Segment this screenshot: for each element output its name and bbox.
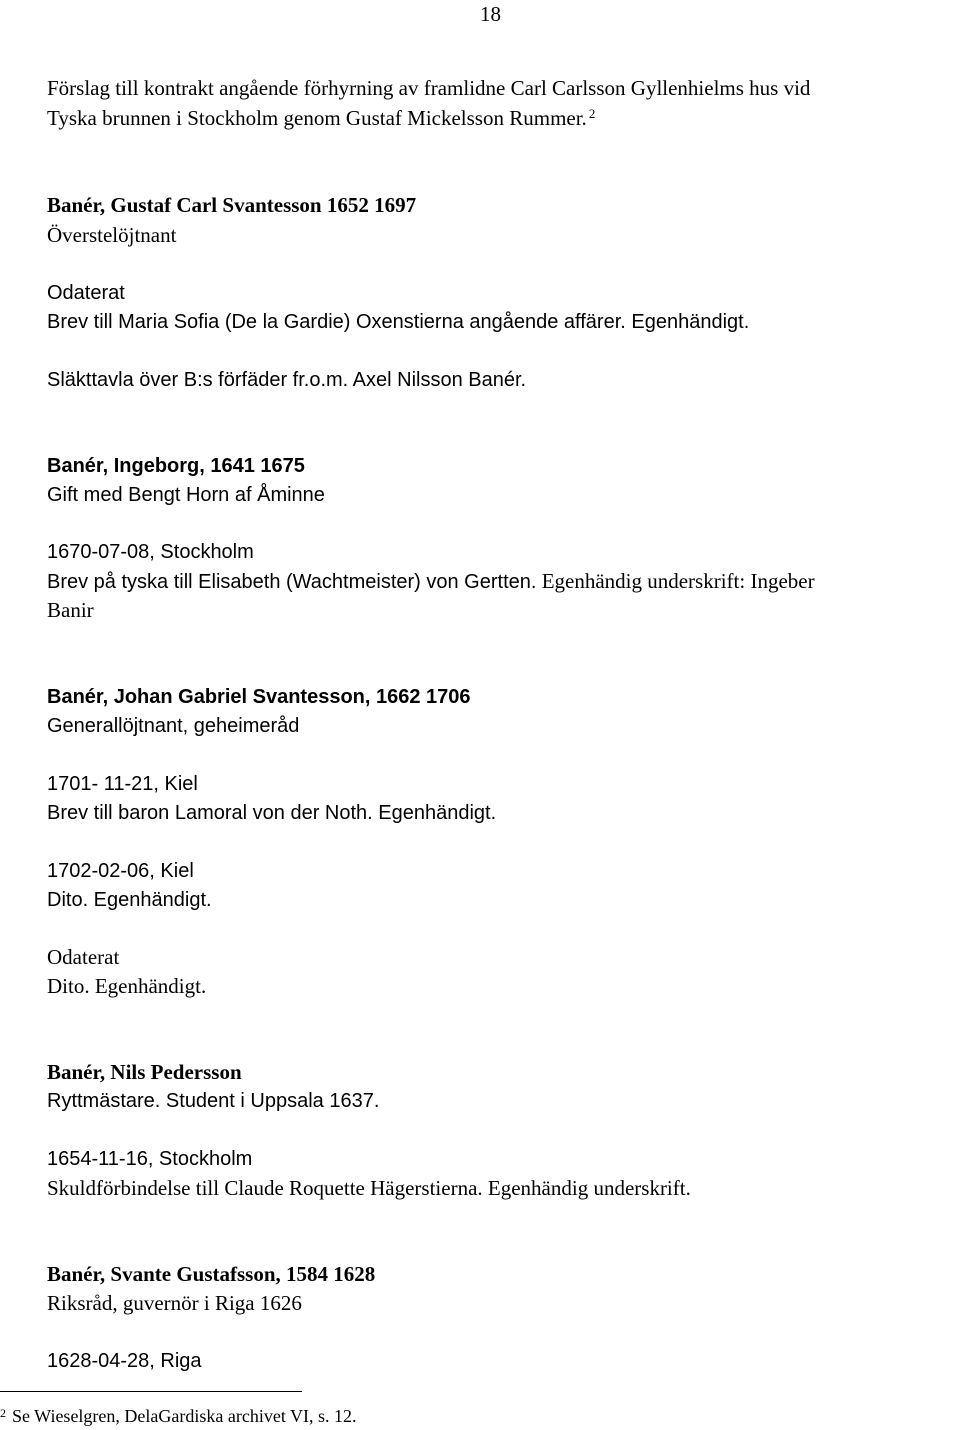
text-line: Ryttmästare. Student i Uppsala 1637. xyxy=(47,1090,380,1112)
footnote-separator xyxy=(0,1391,302,1392)
text-line: Brev till Maria Sofia (De la Gardie) Oxenstierna angående affärer. Egenhändigt. xyxy=(47,311,750,333)
text-line: Banir xyxy=(47,598,94,622)
entry-heading: Banér, Johan Gabriel Svantesson, 1662 1706 xyxy=(47,686,471,708)
text-line: Överstelöjtnant xyxy=(47,223,177,247)
footnote-text: Se Wieselgren, DelaGardiska archivet VI, s. 12. xyxy=(12,1406,357,1426)
text-line: Generallöjtnant, geheimeråd xyxy=(47,715,300,737)
text-line: Odaterat xyxy=(47,282,125,304)
footnote-mark: 2 xyxy=(0,1406,6,1420)
text-line: 1654-11-16, Stockholm xyxy=(47,1148,253,1170)
text-line: Riksråd, guvernör i Riga 1626 xyxy=(47,1291,302,1315)
text-line: Förslag till kontrakt angående förhyrning av framlidne Carl Carlsson Gyllenhielms hus vid xyxy=(47,76,811,100)
entry-heading: Banér, Nils Pedersson xyxy=(47,1060,242,1084)
text-line: 1628-04-28, Riga xyxy=(47,1350,202,1372)
text-line: 1670-07-08, Stockholm xyxy=(47,541,254,563)
text-line-content: Tyska brunnen i Stockholm genom Gustaf Mickelsson Rummer. xyxy=(47,106,587,130)
text-line: Odaterat xyxy=(47,945,120,969)
text-line: 1702-02-06, Kiel xyxy=(47,860,194,882)
footnote xyxy=(0,1404,357,1428)
text-line: Skuldförbindelse till Claude Roquette Hägerstierna. Egenhändig underskrift. xyxy=(47,1176,691,1200)
text-line: Släkttavla över B:s förfäder fr.o.m. Axel Nilsson Banér. xyxy=(47,369,527,391)
entry-heading: Banér, Gustaf Carl Svantesson 1652 1697 xyxy=(47,193,417,217)
page-number: 18 xyxy=(480,2,501,26)
entry-heading: Banér, Ingeborg, 1641 1675 xyxy=(47,455,305,477)
text-line: Dito. Egenhändigt. xyxy=(47,974,207,998)
text-line: 1701- 11-21, Kiel xyxy=(47,773,198,795)
footnote-reference[interactable]: 2 xyxy=(588,106,596,121)
text-line: Dito. Egenhändigt. xyxy=(47,889,212,911)
text-line-content: Brev på tyska till Elisabeth (Wachtmeister) von Gertten. xyxy=(47,571,537,593)
text-line: Gift med Bengt Horn af Åminne xyxy=(47,484,325,506)
entry-heading: Banér, Svante Gustafsson, 1584 1628 xyxy=(47,1262,376,1286)
text-line xyxy=(47,104,595,132)
text-line xyxy=(47,567,815,596)
text-line: Brev till baron Lamoral von der Noth. Egenhändigt. xyxy=(47,802,497,824)
text-line-tail: Egenhändig underskrift: Ingeber xyxy=(536,569,815,593)
